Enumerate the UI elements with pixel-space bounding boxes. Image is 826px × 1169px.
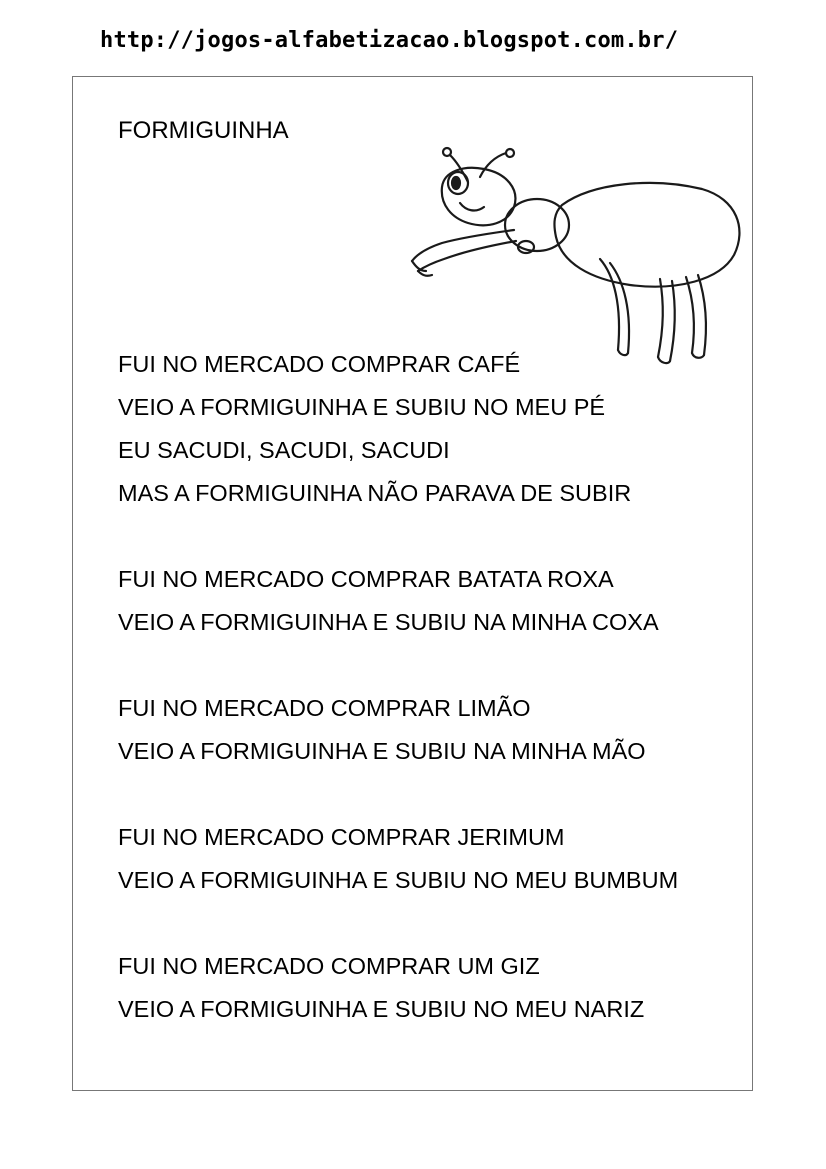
poem: [118, 347, 678, 1078]
stanza-3: [118, 691, 678, 777]
poem-line: FUI NO MERCADO COMPRAR JERIMUM: [118, 824, 565, 850]
page-title: FORMIGUINHA: [118, 117, 289, 144]
poem-line: FUI NO MERCADO COMPRAR LIMÃO: [118, 695, 531, 721]
poem-line: FUI NO MERCADO COMPRAR CAFÉ: [118, 351, 521, 377]
stanza-1: [118, 347, 678, 519]
poem-line: FUI NO MERCADO COMPRAR BATATA ROXA: [118, 566, 614, 592]
site-url[interactable]: http://jogos-alfabetizacao.blogspot.com.br/: [100, 28, 679, 53]
poem-line: VEIO A FORMIGUINHA E SUBIU NA MINHA COXA: [118, 609, 659, 635]
ant-illustration: [402, 125, 752, 380]
poem-line: VEIO A FORMIGUINHA E SUBIU NO MEU PÉ: [118, 394, 606, 420]
poem-line: EU SACUDI, SACUDI, SACUDI: [118, 437, 450, 463]
stanza-2: [118, 562, 678, 648]
stanza-4: [118, 820, 678, 906]
poem-line: VEIO A FORMIGUINHA E SUBIU NA MINHA MÃO: [118, 738, 646, 764]
poem-line: VEIO A FORMIGUINHA E SUBIU NO MEU NARIZ: [118, 996, 645, 1022]
stanza-5: [118, 949, 678, 1035]
poem-line: MAS A FORMIGUINHA NÃO PARAVA DE SUBIR: [118, 480, 632, 506]
poem-line: VEIO A FORMIGUINHA E SUBIU NO MEU BUMBUM: [118, 867, 679, 893]
poem-line: FUI NO MERCADO COMPRAR UM GIZ: [118, 953, 540, 979]
